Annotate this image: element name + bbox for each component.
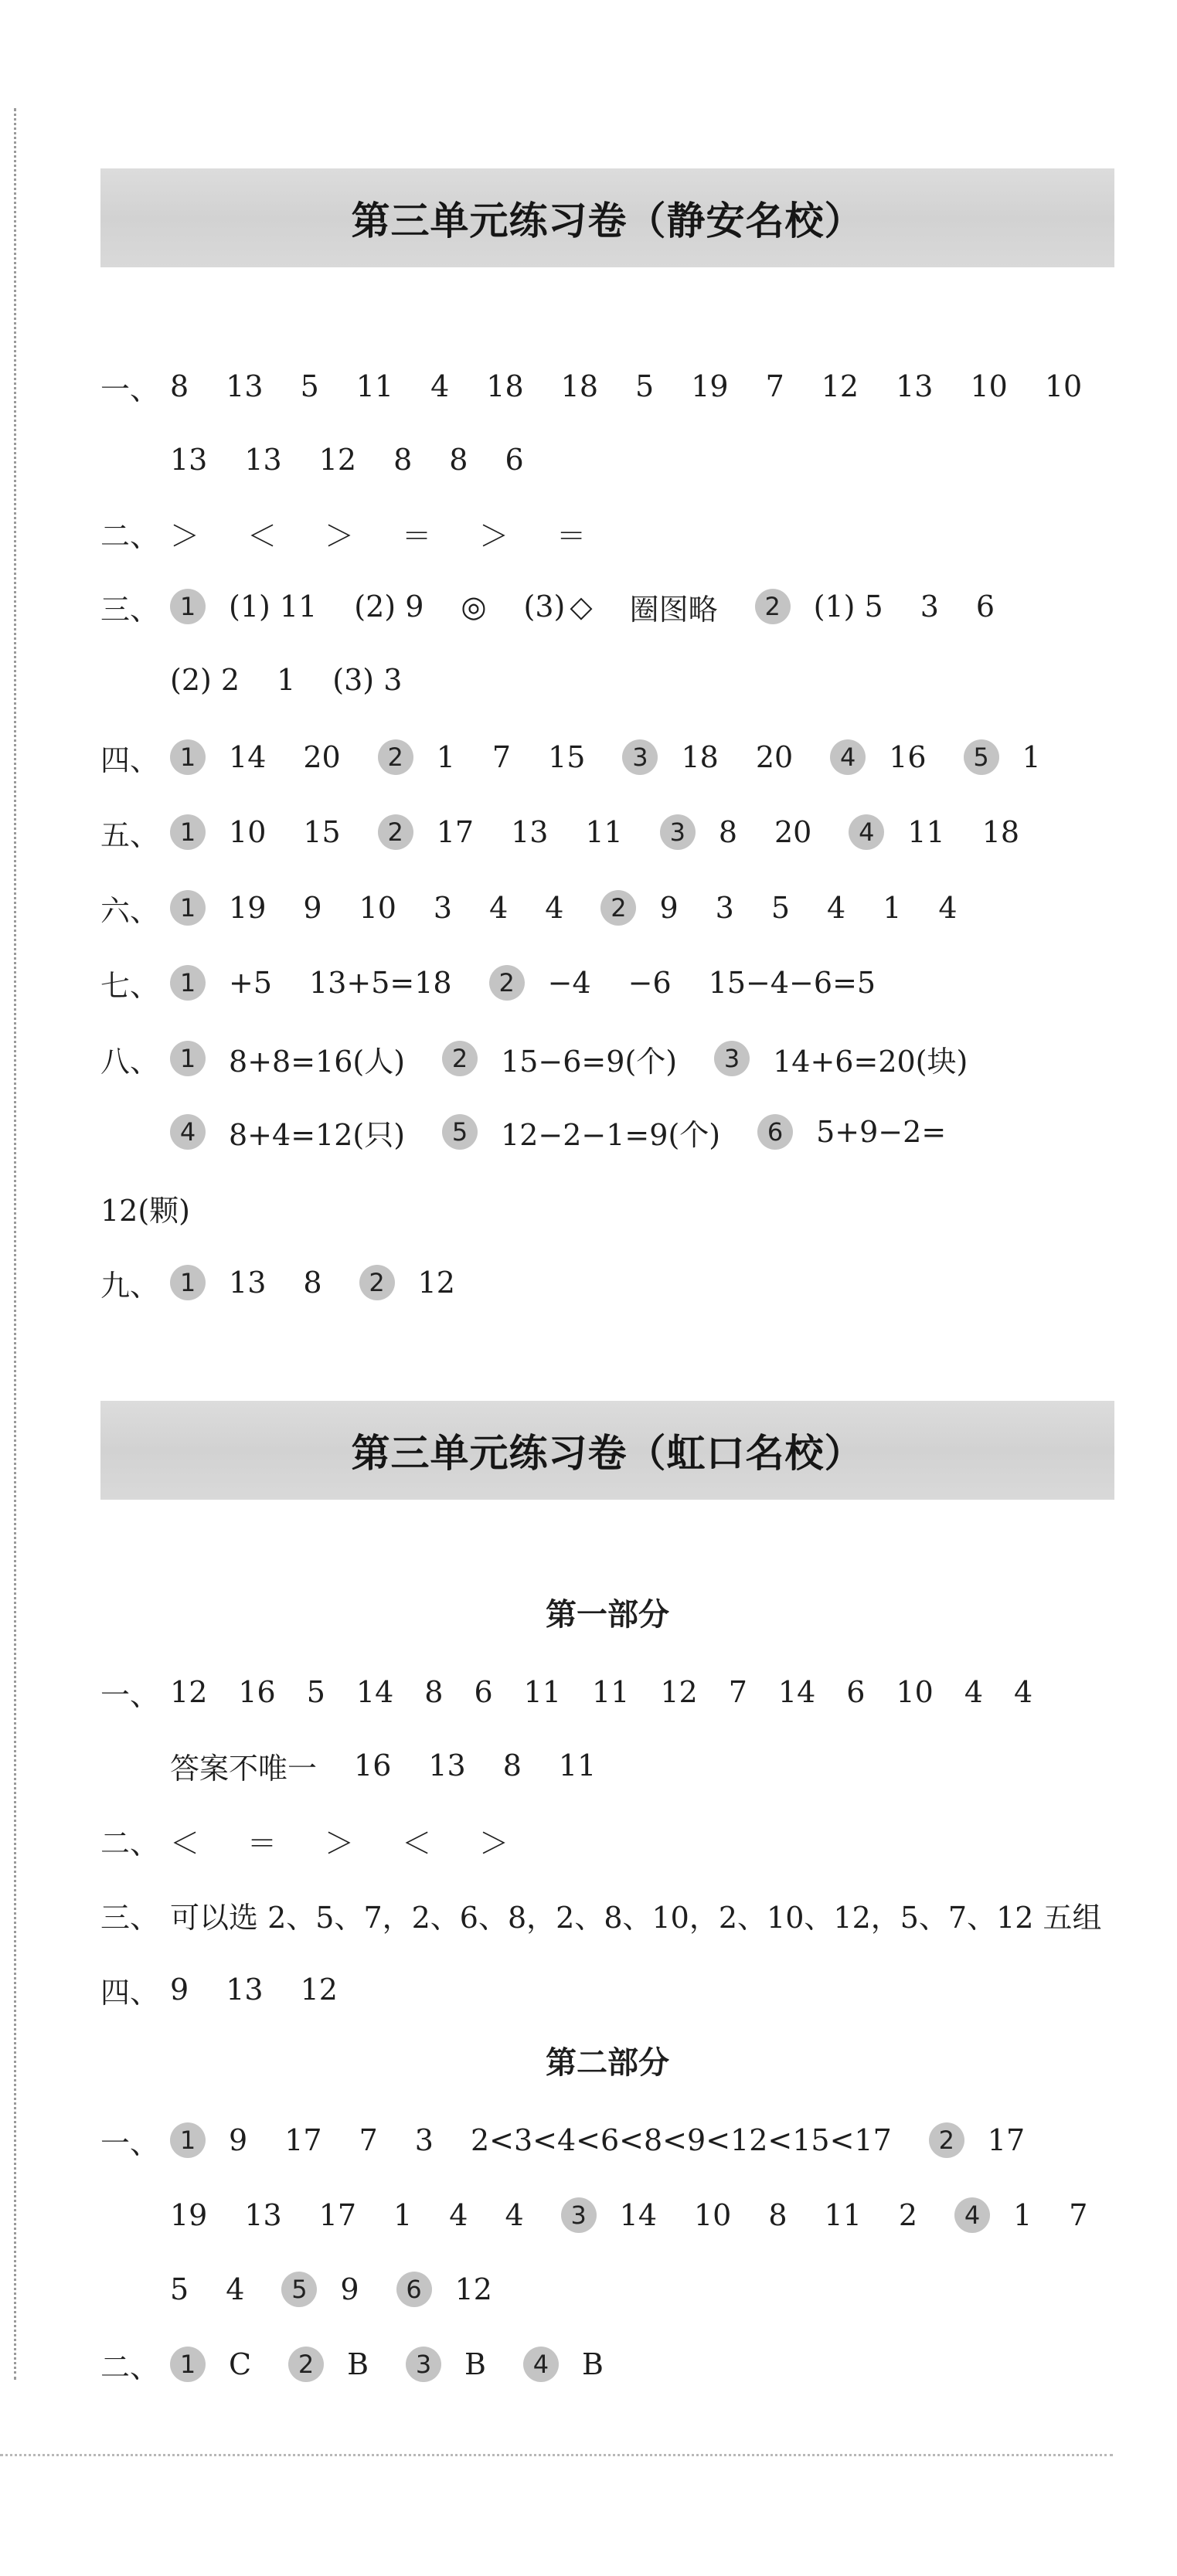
footer-rule — [0, 2454, 1113, 2456]
circled-number: 3 — [660, 814, 696, 850]
answer-value: 12 — [170, 1675, 208, 1709]
circled-number: 2 — [600, 890, 636, 926]
answer-value: 11 — [824, 2198, 862, 2232]
answer-value: 13 — [896, 369, 934, 403]
answer-value: ＜ — [247, 518, 277, 553]
answer-value: 8 — [449, 443, 468, 477]
answer-line — [100, 1256, 455, 1310]
answer-value: ＝ — [247, 1826, 277, 1861]
answer-value: 8 — [768, 2198, 788, 2232]
answer-value: ＞ — [325, 1826, 355, 1861]
answer-value: 17 — [987, 2123, 1026, 2157]
answer-value: 8 — [502, 1748, 522, 1782]
answer-value: 12 — [821, 369, 859, 403]
answer-value: 8 — [424, 1675, 444, 1709]
answer-value: 12 — [417, 1266, 455, 1300]
answer-value: 12 — [318, 443, 357, 477]
answer-value: 10 — [896, 1675, 934, 1709]
question-number: 二、 — [100, 2350, 160, 2384]
answer-value: ＜ — [170, 1826, 200, 1861]
circled-number: 5 — [964, 739, 999, 775]
answer-value: 6 — [505, 443, 524, 477]
answer-value: B — [464, 2347, 486, 2381]
binding-margin-line — [14, 108, 16, 2380]
answer-value: (2) 9 — [354, 590, 424, 624]
circled-number: 2 — [929, 2122, 964, 2158]
answer-value: 4 — [226, 2272, 245, 2306]
question-number: 六、 — [100, 893, 160, 928]
answer-line — [170, 1738, 596, 1793]
answer-value: ＞ — [325, 518, 355, 553]
answer-value: 8 — [170, 369, 189, 403]
answer-value: 13 — [226, 1973, 264, 2007]
circled-number: 3 — [714, 1041, 750, 1076]
question-number: 五、 — [100, 817, 160, 852]
circled-number: 4 — [954, 2197, 990, 2233]
answer-value: 14 — [355, 1675, 394, 1709]
answer-value: 1 — [436, 740, 455, 774]
answer-value: 18 — [560, 369, 599, 403]
answer-value: 4 — [827, 891, 846, 925]
answer-value: 14 — [777, 1675, 816, 1709]
answer-text: 可以选 2、5、7，2、6、8，2、8、10，2、10、12，5、7、12 五组 — [170, 1900, 1102, 1935]
diamond-icon: ◇ — [570, 590, 593, 624]
answer-line — [170, 2188, 1087, 2242]
answer-value: 7 — [1069, 2198, 1088, 2232]
answer-value: 16 — [238, 1675, 276, 1709]
answer-value: +5 — [229, 966, 273, 1000]
answer-line — [100, 2337, 604, 2391]
question-number: 九、 — [100, 1268, 160, 1303]
answer-value: 15−4−6=5 — [708, 966, 876, 1000]
answer-note: 圈图略 — [629, 592, 718, 627]
answer-line — [100, 730, 1041, 784]
answer-value: 12−2−1=9(个) — [501, 1117, 721, 1152]
answer-line — [100, 881, 958, 935]
answer-value: 20 — [755, 740, 794, 774]
circled-number: 6 — [396, 2272, 432, 2307]
answer-line — [100, 1031, 968, 1086]
answer-value: 5 — [306, 1675, 325, 1709]
circled-number: 4 — [849, 814, 884, 850]
answer-value: 17 — [318, 2198, 357, 2232]
circled-number: 4 — [523, 2347, 559, 2382]
question-number: 三、 — [100, 1900, 160, 1935]
answer-value: 9 — [340, 2272, 359, 2306]
answer-line — [170, 653, 402, 707]
circled-number: 1 — [170, 2347, 206, 2382]
answer-value: 11 — [523, 1675, 562, 1709]
answer-value: 11 — [558, 1748, 597, 1782]
answer-line — [170, 2262, 492, 2316]
answer-value: 9 — [229, 2123, 248, 2157]
answer-value: ＝ — [556, 518, 587, 553]
answer-value: 13 — [511, 815, 549, 849]
circled-number: 2 — [288, 2347, 324, 2382]
answer-value: 13 — [229, 1266, 267, 1300]
answer-value: 10 — [359, 891, 396, 925]
answer-value: B — [347, 2347, 369, 2381]
answer-value: 11 — [355, 369, 394, 403]
answer-value: 5 — [300, 369, 319, 403]
part-heading: 第一部分 — [546, 1597, 669, 1633]
section-title: 第三单元练习卷（虹口名校） — [351, 1431, 864, 1476]
answer-value: ＞ — [479, 1826, 509, 1861]
answer-value: 14+6=20(块) — [773, 1044, 968, 1079]
answer-value: 4 — [489, 891, 509, 925]
answer-value: 10 — [694, 2198, 732, 2232]
answer-value: 答案不唯一 — [170, 1751, 318, 1786]
circled-number: 1 — [170, 965, 206, 1001]
answer-value: 6 — [846, 1675, 866, 1709]
answer-value: 4 — [964, 1675, 984, 1709]
section-banner-hongkou — [100, 1401, 1114, 1500]
answer-value: B — [581, 2347, 604, 2381]
answer-value: ＝ — [402, 518, 432, 553]
answer-value: (1) 5 — [813, 590, 883, 624]
answer-value: 12 — [660, 1675, 698, 1709]
section-banner-jingan — [100, 168, 1114, 267]
answer-value: 19 — [229, 891, 267, 925]
question-number: 三、 — [100, 592, 160, 627]
answer-value: 8+4=12(只) — [229, 1117, 406, 1152]
question-number: 一、 — [100, 1677, 160, 1712]
answer-value: 7 — [765, 369, 784, 403]
answer-line — [100, 579, 995, 634]
answer-value: 9 — [170, 1973, 189, 2007]
answer-line — [100, 1813, 556, 1867]
circled-number: 3 — [561, 2197, 597, 2233]
answer-value: (2) 2 — [170, 663, 240, 697]
answer-value: 8+8=16(人) — [229, 1044, 406, 1079]
question-number: 一、 — [100, 372, 160, 406]
circled-number: 1 — [170, 2122, 206, 2158]
answer-value: C — [229, 2347, 252, 2381]
circled-number: 1 — [170, 739, 206, 775]
answer-value: 17 — [284, 2123, 322, 2157]
circled-number: 2 — [489, 965, 525, 1001]
answer-value: 3 — [414, 2123, 434, 2157]
answer-value: 7 — [492, 740, 512, 774]
answer-value: 13+5=18 — [309, 966, 452, 1000]
answer-value: 7 — [359, 2123, 378, 2157]
answer-value: −6 — [628, 966, 672, 1000]
answer-value: 2<3<4<6<8<9<12<15<17 — [470, 2123, 892, 2157]
answer-line — [100, 1963, 338, 2017]
answer-value: 4 — [449, 2198, 468, 2232]
answer-line — [100, 359, 1082, 413]
answer-value: 14 — [229, 740, 267, 774]
circled-number: 2 — [755, 589, 791, 624]
answer-value: 4 — [938, 891, 958, 925]
circled-number: 3 — [406, 2347, 441, 2382]
answer-value: 5 — [635, 369, 655, 403]
circled-number: 1 — [170, 814, 206, 850]
answer-value: (3) 3 — [332, 663, 403, 697]
answer-value: 3 — [715, 891, 734, 925]
answer-value: 7 — [728, 1675, 747, 1709]
answer-value: 13 — [226, 369, 264, 403]
answer-line — [170, 1105, 946, 1159]
answer-value: 13 — [244, 443, 282, 477]
answer-value: 20 — [774, 815, 812, 849]
circled-number: 2 — [359, 1265, 395, 1300]
answer-value: 1 — [883, 891, 902, 925]
answer-value: 1 — [277, 663, 296, 697]
answer-line — [100, 805, 1019, 859]
question-number: 七、 — [100, 968, 160, 1003]
answer-value: 6 — [975, 590, 995, 624]
answer-value: 10 — [1044, 369, 1083, 403]
answer-value: 14 — [619, 2198, 657, 2232]
circled-number: 2 — [442, 1041, 478, 1076]
answer-value: 5 — [770, 891, 791, 925]
answer-value: 4 — [545, 891, 564, 925]
answer-value: 3 — [433, 891, 453, 925]
answer-value: 11 — [907, 815, 945, 849]
question-number: 二、 — [100, 518, 160, 553]
answer-value: 15 — [303, 815, 341, 849]
answer-value: 9 — [659, 891, 679, 925]
answer-value: −4 — [547, 966, 591, 1000]
answer-value: 1 — [1022, 740, 1041, 774]
answer-value: 13 — [244, 2198, 282, 2232]
circled-number: 6 — [757, 1114, 793, 1150]
answer-value: ＞ — [479, 518, 509, 553]
answer-value: 10 — [229, 815, 267, 849]
circled-number: 2 — [378, 814, 413, 850]
answer-value: 8 — [303, 1266, 322, 1300]
answer-value: 19 — [170, 2198, 208, 2232]
answer-value: 2 — [898, 2198, 918, 2232]
circled-number: 4 — [170, 1114, 206, 1150]
answer-line — [100, 506, 634, 560]
answer-value: 1 — [393, 2198, 413, 2232]
answer-line — [100, 1181, 190, 1235]
answer-value: (1) 11 — [229, 590, 318, 624]
answer-value: 8 — [393, 443, 413, 477]
answer-value: 12 — [300, 1973, 338, 2007]
circled-number: 4 — [830, 739, 866, 775]
answer-line — [100, 1665, 1063, 1719]
answer-value: 15−6=9(个) — [501, 1044, 678, 1079]
question-number: 四、 — [100, 743, 160, 777]
answer-value: 13 — [428, 1748, 466, 1782]
answer-value: 1 — [1013, 2198, 1032, 2232]
circled-number: 1 — [170, 1041, 206, 1076]
circled-number: 5 — [442, 1114, 478, 1150]
answer-value: ＜ — [402, 1826, 432, 1861]
answer-value: 20 — [303, 740, 341, 774]
answer-value: 15 — [548, 740, 586, 774]
answer-value: 6 — [474, 1675, 493, 1709]
answer-value: 16 — [889, 740, 927, 774]
answer-value: 13 — [170, 443, 208, 477]
circled-number: 1 — [170, 890, 206, 926]
circled-number: 1 — [170, 589, 206, 624]
answer-line — [100, 1888, 1102, 1942]
answer-value: (3) — [523, 590, 566, 624]
circled-number: 1 — [170, 1265, 206, 1300]
answer-value: 3 — [920, 590, 939, 624]
part-heading: 第二部分 — [546, 2045, 669, 2081]
section-title: 第三单元练习卷（静安名校） — [351, 199, 864, 243]
answer-value: 5+9−2= — [816, 1115, 947, 1149]
question-number: 四、 — [100, 1975, 160, 2010]
answer-line — [100, 956, 876, 1010]
circled-number: 5 — [281, 2272, 317, 2307]
question-number: 二、 — [100, 1826, 160, 1861]
answer-value: 11 — [592, 1675, 630, 1709]
answer-line — [170, 433, 524, 487]
answer-value: 4 — [505, 2198, 524, 2232]
answer-line — [100, 2113, 1025, 2167]
answer-value: 9 — [303, 891, 322, 925]
answer-value: 12 — [454, 2272, 492, 2306]
answer-value: 18 — [681, 740, 719, 774]
question-number: 八、 — [100, 1044, 160, 1079]
double-circle-icon: ◎ — [461, 590, 487, 624]
answer-value: 18 — [486, 369, 524, 403]
answer-value: 18 — [981, 815, 1020, 849]
answer-value: 12(颗) — [100, 1193, 191, 1228]
answer-value: 11 — [585, 815, 623, 849]
answer-value: 16 — [354, 1748, 392, 1782]
answer-value: 4 — [430, 369, 450, 403]
answer-value: 4 — [1014, 1675, 1033, 1709]
answer-value: 17 — [436, 815, 475, 849]
circled-number: 2 — [378, 739, 413, 775]
question-number: 一、 — [100, 2126, 160, 2160]
answer-value: 19 — [691, 369, 729, 403]
circled-number: 3 — [622, 739, 658, 775]
answer-value: ＞ — [170, 518, 200, 553]
answer-value: 5 — [170, 2272, 189, 2306]
answer-value: 8 — [718, 815, 737, 849]
answer-value: 10 — [970, 369, 1008, 403]
